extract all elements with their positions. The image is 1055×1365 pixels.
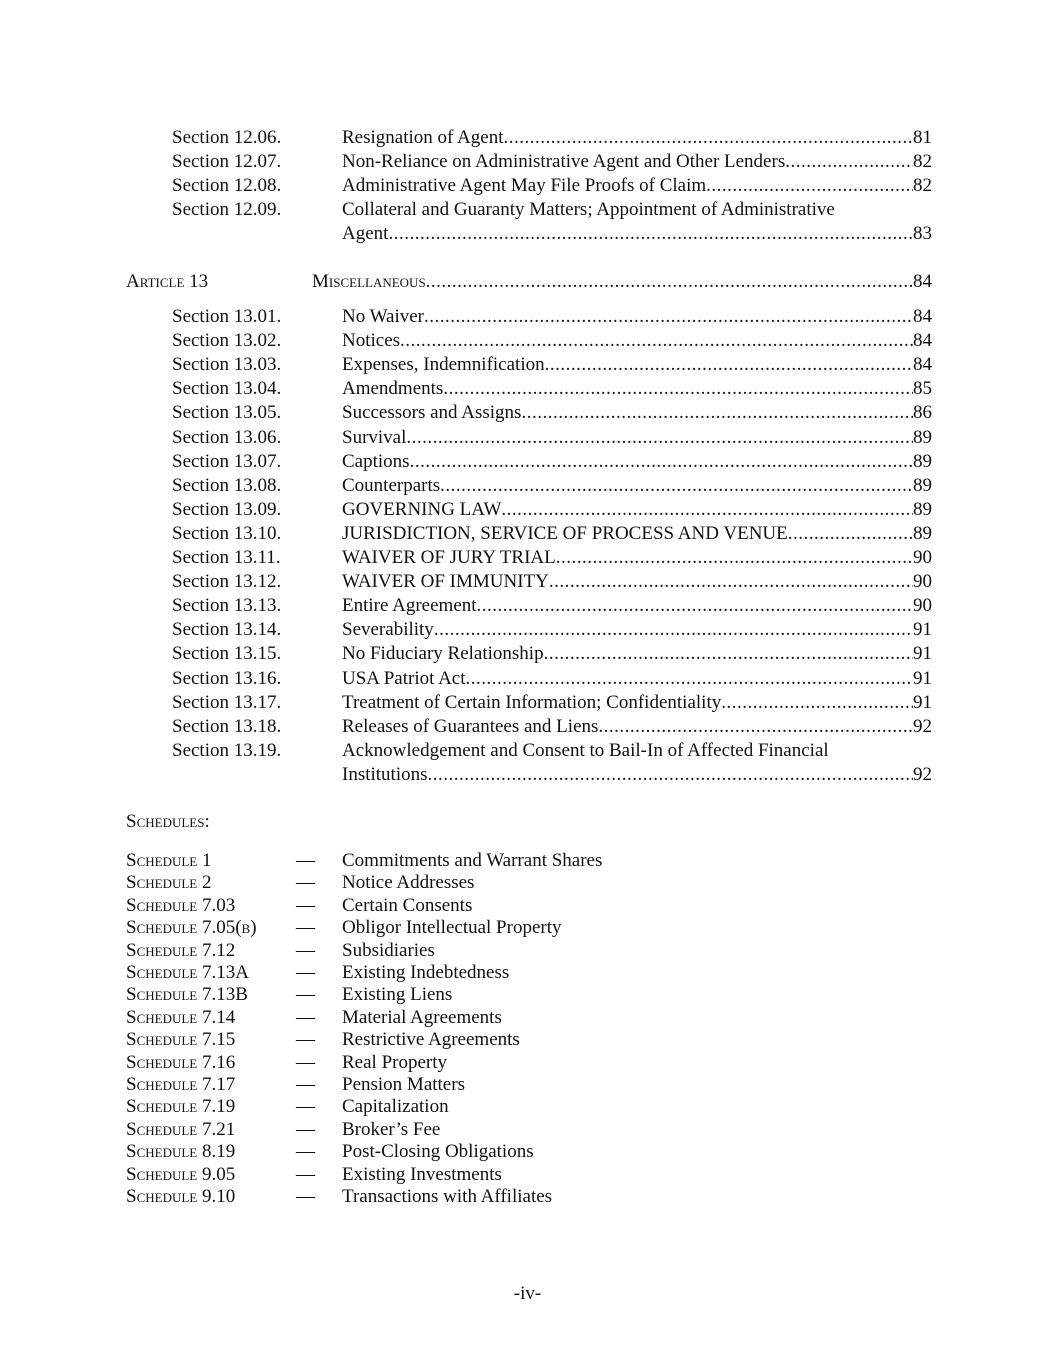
toc-row[interactable] [0,522,1055,546]
dot-leader [424,305,913,329]
section-title: Releases of Guarantees and Liens [342,716,599,737]
dot-leader [556,546,913,570]
schedule-name: Schedule 7.17 [126,1074,236,1095]
toc-row-continuation[interactable] [0,763,1055,787]
schedules-heading: Schedules: [126,811,210,832]
article-row[interactable] [0,270,1055,294]
dot-leader [545,353,913,377]
section-number: Section 12.07. [172,151,282,172]
dot-leader [466,667,913,691]
schedule-name: Schedule 1 [126,850,212,871]
schedule-description: Existing Indebtedness [342,962,510,983]
article-title: Miscellaneous [312,271,426,292]
toc-entry [342,570,932,594]
schedule-row [0,850,1055,872]
toc-row[interactable] [0,498,1055,522]
schedule-row [0,917,1055,939]
page-footer-number: -iv- [513,1283,542,1304]
section-number: Section 13.01. [172,306,282,327]
toc-row[interactable] [0,353,1055,377]
page-number: 84 [913,330,932,351]
toc-row[interactable] [0,305,1055,329]
article-entry [312,270,932,294]
section-title: Treatment of Certain Information; Confidentiality [342,692,722,713]
dot-leader [706,174,913,198]
toc-row[interactable] [0,426,1055,450]
section-title: WAIVER OF IMMUNITY [342,571,549,592]
schedule-description: Pension Matters [342,1074,465,1095]
toc-row-continuation[interactable] [0,222,1055,246]
schedule-dash: — [296,1119,315,1140]
section-title: WAIVER OF JURY TRIAL [342,547,556,568]
dot-leader [428,763,913,787]
toc-entry [342,305,932,329]
section-number: Section 13.17. [172,692,282,713]
section-number: Section 12.09. [172,199,282,220]
schedule-description: Material Agreements [342,1007,502,1028]
schedule-description: Existing Investments [342,1164,502,1185]
section-number: Section 13.19. [172,740,282,761]
schedule-dash: — [296,850,315,871]
toc-row[interactable] [0,377,1055,401]
page-number: 92 [913,716,932,737]
schedule-name: Schedule 7.12 [126,940,236,961]
section-number: Section 13.03. [172,354,282,375]
dot-leader [549,570,913,594]
toc-row[interactable] [0,715,1055,739]
page-number: 89 [913,523,932,544]
schedule-name: Schedule 7.15 [126,1029,236,1050]
schedule-name: Schedule 2 [126,872,212,893]
article-label: Article 13 [126,271,209,292]
page-number: 91 [913,668,932,689]
page-number: 90 [913,595,932,616]
page-number: 91 [913,643,932,664]
toc-row[interactable] [0,126,1055,150]
section-title: GOVERNING LAW [342,499,502,520]
page-number: 81 [913,127,932,148]
section-number: Section 13.08. [172,475,282,496]
dot-leader [440,474,913,498]
section-number: Section 12.06. [172,127,282,148]
toc-entry [342,450,932,474]
page-number: 83 [913,223,932,244]
toc-entry [342,594,932,618]
toc-row[interactable] [0,691,1055,715]
schedule-row [0,895,1055,917]
toc-row[interactable] [0,618,1055,642]
toc-row[interactable] [0,174,1055,198]
dot-leader [721,691,913,715]
page-number: 90 [913,571,932,592]
schedule-name: Schedule 7.13A [126,962,249,983]
toc-entry [342,691,932,715]
section-title: Expenses, Indemnification [342,354,545,375]
section-title: Captions [342,451,410,472]
section-title: Collateral and Guaranty Matters; Appointment of Administrative [342,199,835,220]
dot-leader [410,450,913,474]
section-title: Non-Reliance on Administrative Agent and Other Lenders [342,151,786,172]
toc-row[interactable] [0,594,1055,618]
toc-entry [342,426,932,450]
toc-row[interactable] [0,546,1055,570]
schedule-description: Existing Liens [342,984,453,1005]
toc-row[interactable] [0,329,1055,353]
schedule-row [0,1186,1055,1208]
schedule-dash: — [296,1007,315,1028]
section-number: Section 13.13. [172,595,282,616]
page-number: 86 [913,402,932,423]
section-title: No Fiduciary Relationship [342,643,544,664]
section-number: Section 13.11. [172,547,281,568]
dot-leader [443,377,913,401]
section-title-continued: Agent [342,223,389,244]
section-number: Section 13.07. [172,451,282,472]
section-number: Section 13.09. [172,499,282,520]
schedule-row [0,872,1055,894]
dot-leader [426,270,913,294]
page-number: 89 [913,499,932,520]
toc-row[interactable] [0,401,1055,425]
toc-entry [342,401,932,425]
schedule-name: Schedule 7.13B [126,984,248,1005]
dot-leader [477,594,913,618]
toc-entry [342,763,932,787]
section-title: USA Patriot Act [342,668,466,689]
dot-leader [501,498,913,522]
schedule-row [0,1141,1055,1163]
section-number: Section 13.18. [172,716,282,737]
section-number: Section 13.06. [172,427,282,448]
toc-entry [342,715,932,739]
section-title: Counterparts [342,475,441,496]
dot-leader [503,126,913,150]
schedule-dash: — [296,1141,315,1162]
section-number: Section 13.04. [172,378,282,399]
schedule-row [0,984,1055,1006]
toc-row[interactable] [0,474,1055,498]
dot-leader [400,329,913,353]
toc-entry [342,377,932,401]
toc-entry [342,474,932,498]
page-number: 84 [913,306,932,327]
section-number: Section 13.02. [172,330,282,351]
toc-entry [342,522,932,546]
schedule-description: Certain Consents [342,895,473,916]
schedule-name: Schedule 7.14 [126,1007,236,1028]
page-number: 84 [913,271,932,292]
toc-entry [342,329,932,353]
schedule-description: Post-Closing Obligations [342,1141,534,1162]
section-number: Section 13.15. [172,643,282,664]
dot-leader [521,401,913,425]
dot-leader [544,642,913,666]
page-number: 91 [913,692,932,713]
section-number: Section 13.05. [172,402,282,423]
page-number: 82 [913,175,932,196]
schedule-description: Broker’s Fee [342,1119,441,1140]
toc-entry [342,353,932,377]
toc-row[interactable] [0,198,1055,222]
toc-entry [342,174,932,198]
page-number: 89 [913,475,932,496]
toc-row[interactable] [0,739,1055,763]
section-title: Amendments [342,378,444,399]
section-title: Severability [342,619,434,640]
schedule-dash: — [296,984,315,1005]
toc-entry [342,642,932,666]
schedule-row [0,940,1055,962]
section-title: Administrative Agent May File Proofs of Claim [342,175,707,196]
schedule-name: Schedule 9.05 [126,1164,236,1185]
schedule-dash: — [296,1186,315,1207]
toc-row[interactable] [0,667,1055,691]
schedule-description: Real Property [342,1052,448,1073]
schedule-name: Schedule 7.05(b) [126,917,257,938]
page-number: 82 [913,151,932,172]
schedule-row [0,1096,1055,1118]
toc-entry [342,618,932,642]
schedule-name: Schedule 8.19 [126,1141,236,1162]
dot-leader [598,715,913,739]
schedule-name: Schedule 7.03 [126,895,236,916]
section-title: Successors and Assigns [342,402,522,423]
section-title: Survival [342,427,407,448]
schedule-row [0,962,1055,984]
schedule-row [0,1119,1055,1141]
section-title: Notices [342,330,401,351]
page-number: 90 [913,547,932,568]
schedule-row [0,1029,1055,1051]
schedule-dash: — [296,940,315,961]
toc-entry [342,498,932,522]
section-title: No Waiver [342,306,425,327]
toc-row[interactable] [0,450,1055,474]
schedule-dash: — [296,962,315,983]
page-number: 92 [913,764,932,785]
schedule-dash: — [296,872,315,893]
dot-leader [388,222,913,246]
dot-leader [434,618,913,642]
page-number: 91 [913,619,932,640]
schedule-description: Commitments and Warrant Shares [342,850,603,871]
schedule-row [0,1052,1055,1074]
schedule-dash: — [296,895,315,916]
section-number: Section 13.12. [172,571,282,592]
toc-entry [342,546,932,570]
section-title: Entire Agreement [342,595,477,616]
schedule-dash: — [296,1074,315,1095]
schedule-row [0,1074,1055,1096]
section-title: Resignation of Agent [342,127,504,148]
schedule-name: Schedule 7.16 [126,1052,236,1073]
schedule-name: Schedule 7.19 [126,1096,236,1117]
schedule-description: Transactions with Affiliates [342,1186,553,1207]
schedule-description: Subsidiaries [342,940,435,961]
page-number: 89 [913,427,932,448]
toc-entry [342,222,932,246]
toc-row[interactable] [0,642,1055,666]
dot-leader [788,522,913,546]
toc-row[interactable] [0,570,1055,594]
schedule-row [0,1164,1055,1186]
section-number: Section 12.08. [172,175,282,196]
schedule-description: Obligor Intellectual Property [342,917,562,938]
schedule-dash: — [296,1164,315,1185]
section-title-continued: Institutions [342,764,428,785]
page-number: 89 [913,451,932,472]
schedule-dash: — [296,917,315,938]
page-number: 84 [913,354,932,375]
schedule-description: Capitalization [342,1096,449,1117]
section-title: JURISDICTION, SERVICE OF PROCESS AND VENUE [342,523,788,544]
schedule-dash: — [296,1052,315,1073]
toc-entry [342,126,932,150]
schedule-description: Restrictive Agreements [342,1029,520,1050]
toc-entry [342,150,932,174]
section-number: Section 13.16. [172,668,282,689]
dot-leader [406,426,913,450]
section-number: Section 13.14. [172,619,282,640]
schedule-description: Notice Addresses [342,872,475,893]
schedule-name: Schedule 7.21 [126,1119,236,1140]
section-title: Acknowledgement and Consent to Bail-In of Affected Financial [342,740,829,761]
page-number: 85 [913,378,932,399]
toc-row[interactable] [0,150,1055,174]
dot-leader [785,150,913,174]
toc-entry [342,667,932,691]
schedule-name: Schedule 9.10 [126,1186,236,1207]
section-number: Section 13.10. [172,523,282,544]
schedule-row [0,1007,1055,1029]
schedule-dash: — [296,1029,315,1050]
schedule-dash: — [296,1096,315,1117]
